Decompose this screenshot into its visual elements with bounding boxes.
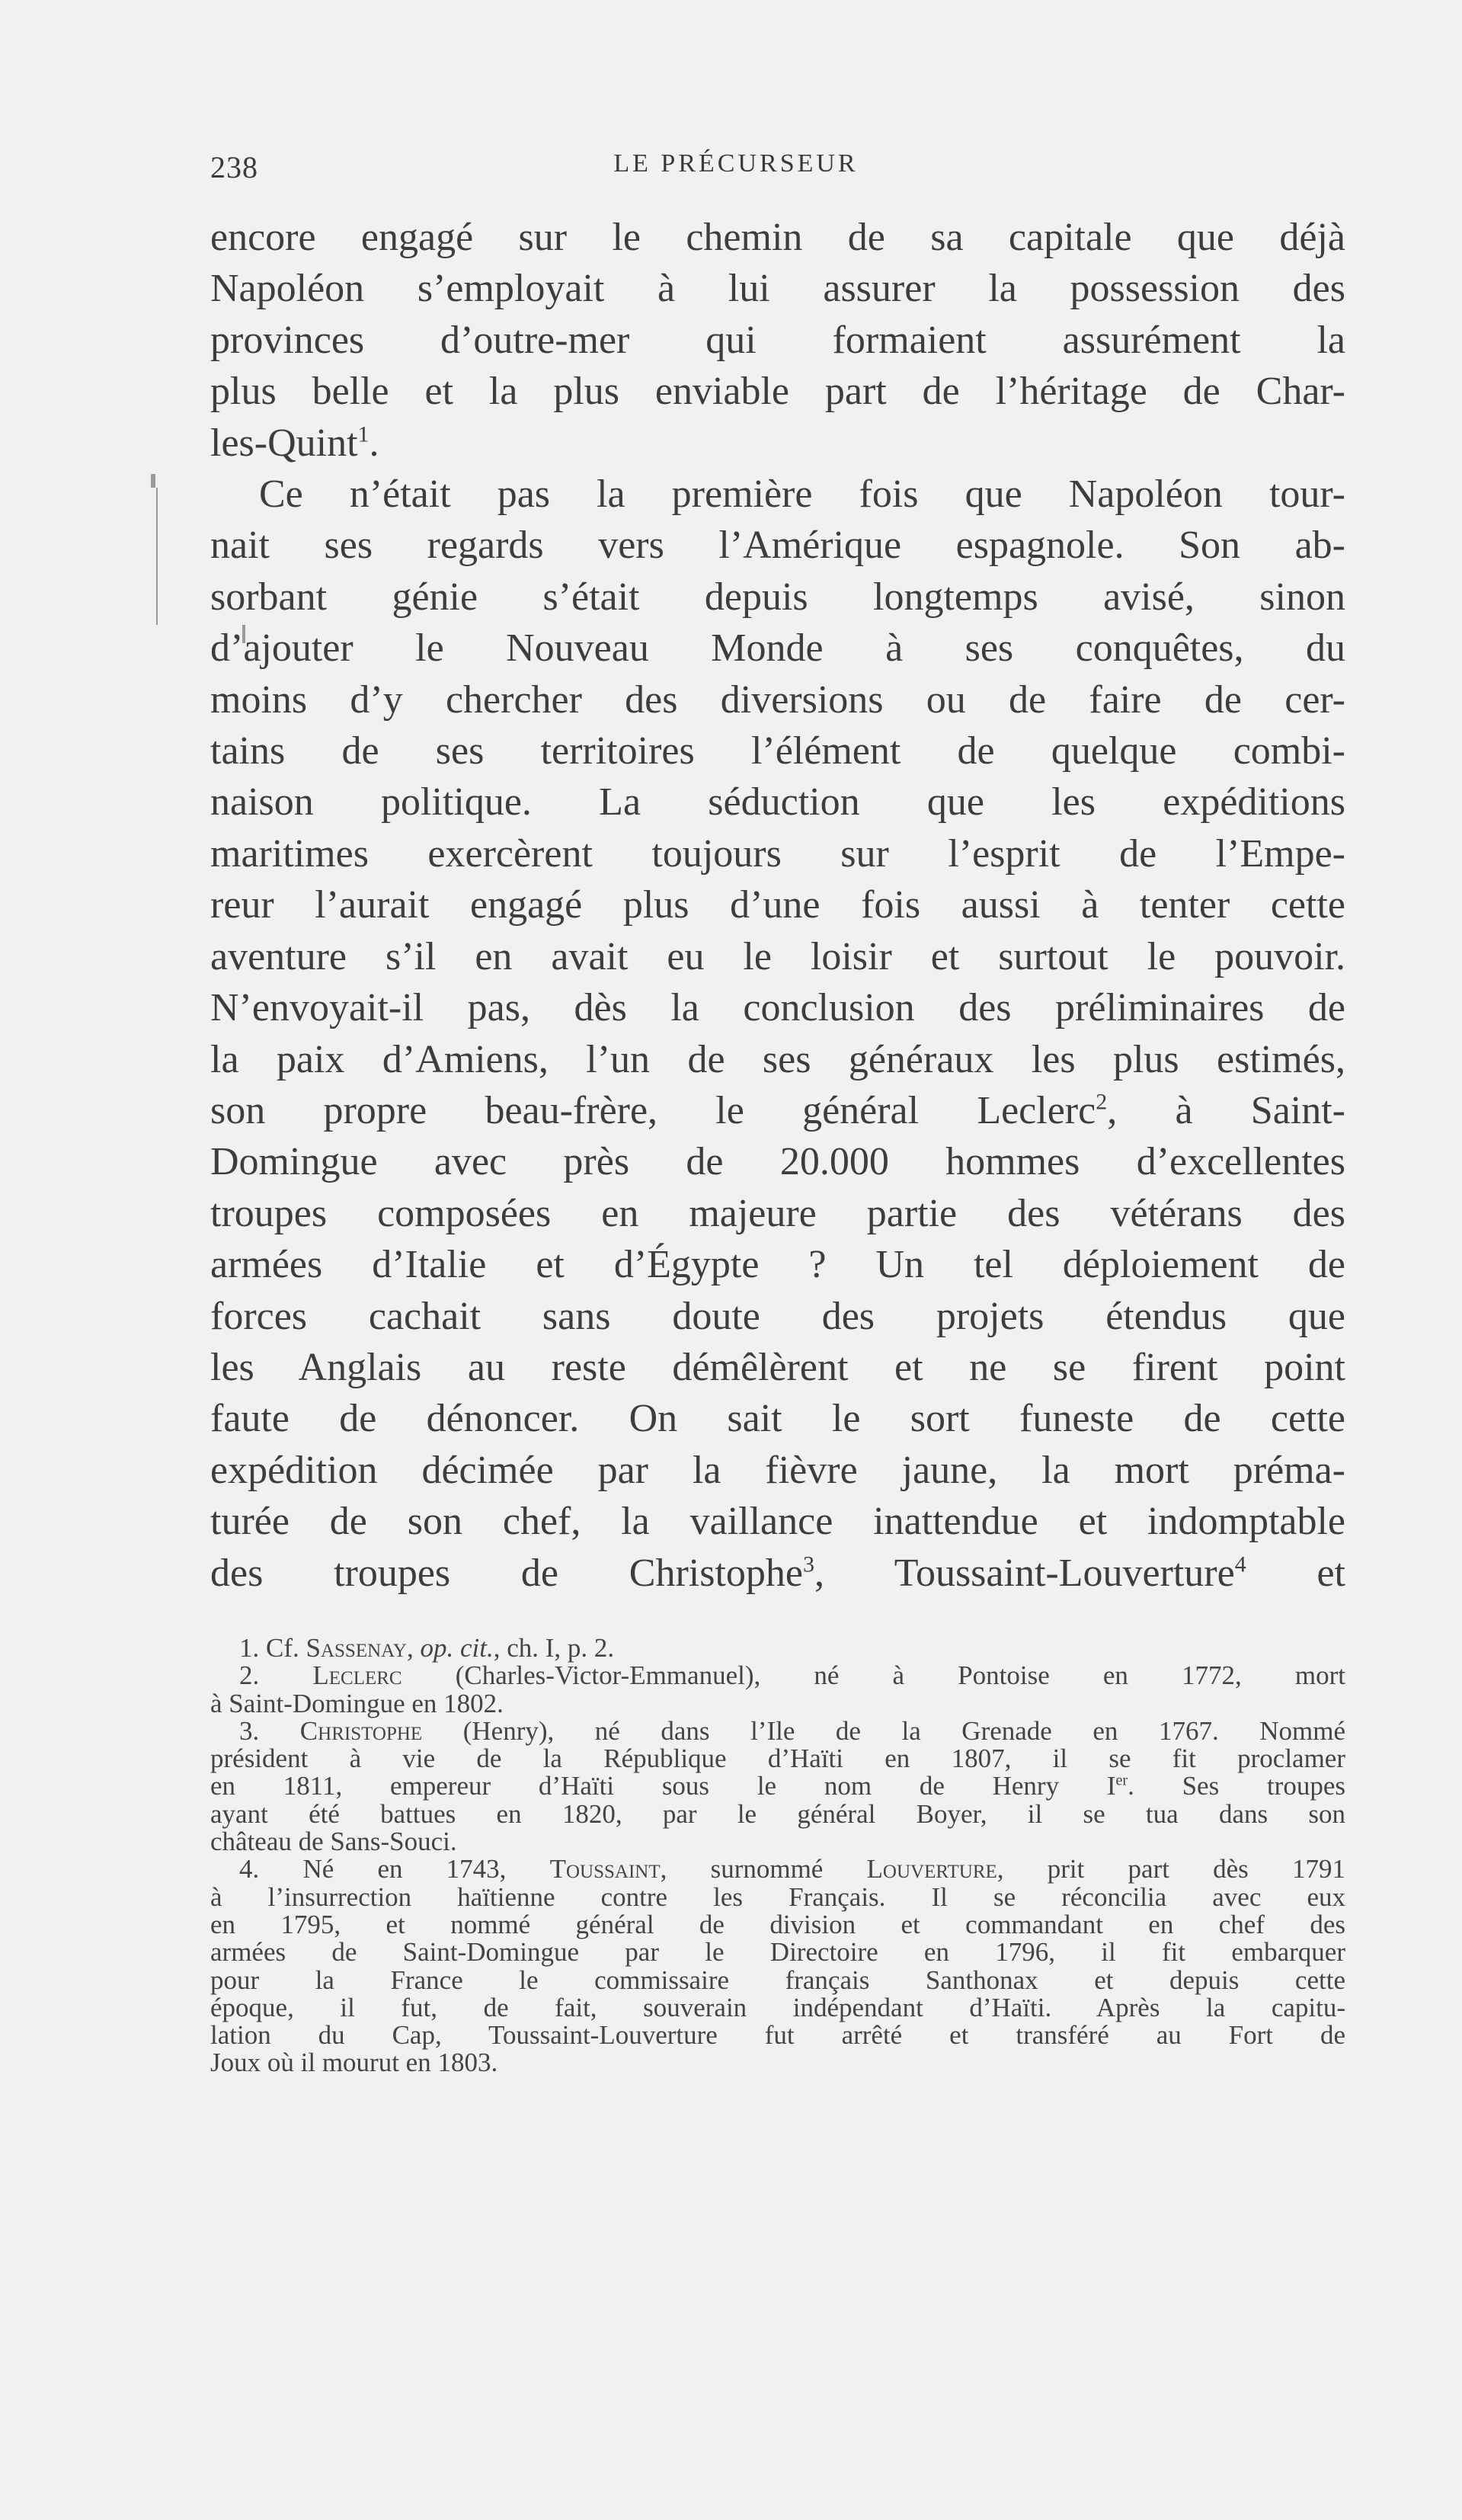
text-fragment: les-Quint xyxy=(210,421,358,465)
footnote-number: 2. xyxy=(239,1660,260,1691)
text-fragment: son propre beau-frère, le général Leclerc xyxy=(210,1088,1096,1132)
text-fragment: en 1811, empereur d’Haïti sous le nom de Henry I xyxy=(210,1771,1116,1801)
footnote-line: à l’insurrection haïtienne contre les Français. Il se réconcilia avec eux xyxy=(210,1881,1345,1912)
footnote-line: ayant été battues en 1820, par le général Boyer, il se tua dans son xyxy=(210,1798,1345,1829)
text-fragment: (Henry), né dans l’Ile de la Grenade en 1767. Nommé xyxy=(422,1715,1345,1746)
footnote-citation: op. cit. xyxy=(420,1633,494,1663)
footnote-author: Sassenay xyxy=(306,1633,407,1663)
text-line: faute de dénoncer. On sait le sort funeste de cette xyxy=(210,1397,1345,1441)
footnote-line: époque, il fut, de fait, souverain indépendant d’Haïti. Après la capitu- xyxy=(210,1992,1345,2022)
superscript: er xyxy=(1115,1772,1128,1789)
footnote-1 xyxy=(210,1635,1345,1662)
text-line: turée de son chef, la vaillance inattendue et indomptable xyxy=(210,1500,1345,1544)
footnote-line: Joux où il mourut en 1803. xyxy=(210,2048,498,2078)
text-line: aventure s’il en avait eu le loisir et surtout le pouvoir. xyxy=(210,934,1345,978)
text-line xyxy=(210,1085,1345,1136)
footnote-name: Christophe xyxy=(299,1715,423,1746)
text-line: armées d’Italie et d’Égypte ? Un tel déploiement de xyxy=(210,1243,1345,1287)
footnote-line: en 1795, et nommé général de division et commandant en chef des xyxy=(210,1909,1345,1939)
footnote-4 xyxy=(210,1856,1345,1883)
text-line: sorbant génie s’était depuis longtemps avisé, sinon xyxy=(210,575,1345,619)
text-line: Napoléon s’employait à lui assurer la possession des xyxy=(210,267,1345,311)
text-line: naison politique. La séduction que les expéditions xyxy=(210,780,1345,825)
text-fragment: , prit part dès 1791 xyxy=(997,1854,1345,1884)
footnote-line: pour la France le commissaire français Santhonax et depuis cette xyxy=(210,1964,1345,1995)
footnote-number: 1. Cf. xyxy=(239,1633,299,1663)
footnote-number: 3. xyxy=(239,1715,260,1746)
text-line: forces cachait sans doute des projets étendus que xyxy=(210,1294,1345,1338)
text-line: plus belle et la plus enviable part de l’héritage de Char- xyxy=(210,370,1345,414)
text-line: les Anglais au reste démêlèrent et ne se firent point xyxy=(210,1345,1345,1389)
text-fragment: des troupes de Christophe xyxy=(210,1551,803,1595)
footnote-line: président à vie de la République d’Haïti en 1807, il se fit proclamer xyxy=(210,1744,1345,1774)
running-title: LE PRÉCURSEUR xyxy=(613,149,859,178)
text-line: moins d’y chercher des diversions ou de faire de cer- xyxy=(210,677,1345,722)
footnote-line: lation du Cap, Toussaint-Louverture fut arrêté et transféré au Fort de xyxy=(210,2020,1345,2051)
text-fragment: et xyxy=(1246,1551,1346,1595)
text-fragment: , ch. I, p. 2. xyxy=(493,1633,615,1663)
footnote-line: château de Sans-Souci. xyxy=(210,1827,457,1857)
footnote-2 xyxy=(210,1662,1345,1689)
footnote-number: 4. Né en 1743, xyxy=(239,1854,507,1884)
text-line: Domingue avec près de 20.000 hommes d’excellentes xyxy=(210,1140,1345,1184)
text-fragment: , xyxy=(406,1633,421,1663)
text-fragment: (Charles-Victor-Emmanuel), né à Pontoise en 1772, mort xyxy=(401,1660,1345,1691)
text-line xyxy=(210,1548,1345,1599)
note-ref: 3 xyxy=(802,1551,814,1577)
text-line: tains de ses territoires l’élément de quelque combi- xyxy=(210,729,1345,773)
text-line: d’ajouter le Nouveau Monde à ses conquêtes, du xyxy=(210,626,1345,671)
note-ref: 2 xyxy=(1096,1089,1108,1115)
text-line: provinces d’outre-mer qui formaient assurément la xyxy=(210,318,1345,362)
text-line: Ce n’était pas la première fois que Napoléon tour- xyxy=(259,472,1345,517)
text-fragment: . Ses troupes xyxy=(1128,1771,1345,1801)
text-line: N’envoyait-il pas, dès la conclusion des préliminaires de xyxy=(210,986,1345,1030)
footnote-line: à Saint-Domingue en 1802. xyxy=(210,1688,504,1718)
text-line: nait ses regards vers l’Amérique espagnole. Son ab- xyxy=(210,524,1345,568)
footnote-name: Toussaint xyxy=(549,1854,661,1884)
margin-tick-mark xyxy=(151,474,155,488)
margin-line-mark xyxy=(156,488,158,625)
text-line: troupes composées en majeure partie des vétérans des xyxy=(210,1191,1345,1235)
text-line: la paix d’Amiens, l’un de ses généraux les plus estimés, xyxy=(210,1037,1345,1081)
body-text xyxy=(210,212,1345,1599)
text-fragment: . xyxy=(369,421,379,465)
page-number: 238 xyxy=(210,150,258,184)
text-line: reur l’aurait engagé plus d’une fois aussi à tenter cette xyxy=(210,883,1345,927)
footnote-line: armées de Saint-Domingue par le Directoire en 1796, il fit embarquer xyxy=(210,1937,1345,1968)
footnote-name: Louverture xyxy=(866,1854,997,1884)
text-fragment: , Toussaint-Louverture xyxy=(814,1551,1235,1595)
text-line: expédition décimée par la fièvre jaune, la mort préma- xyxy=(210,1448,1345,1492)
text-fragment: , à Saint- xyxy=(1107,1088,1345,1132)
text-line: encore engagé sur le chemin de sa capitale que déjà xyxy=(210,216,1345,259)
footnotes xyxy=(210,1635,1345,2077)
text-line: maritimes exercèrent toujours sur l’esprit de l’Empe- xyxy=(210,831,1345,876)
footnote-name: Leclerc xyxy=(312,1660,402,1691)
text-fragment: , surnommé xyxy=(660,1854,824,1884)
note-ref: 4 xyxy=(1234,1551,1246,1577)
footnote-line xyxy=(210,1772,1345,1800)
footnote-3 xyxy=(210,1715,1345,1746)
note-ref: 1 xyxy=(357,421,369,447)
text-line xyxy=(210,418,1345,469)
page-header xyxy=(210,149,1262,195)
